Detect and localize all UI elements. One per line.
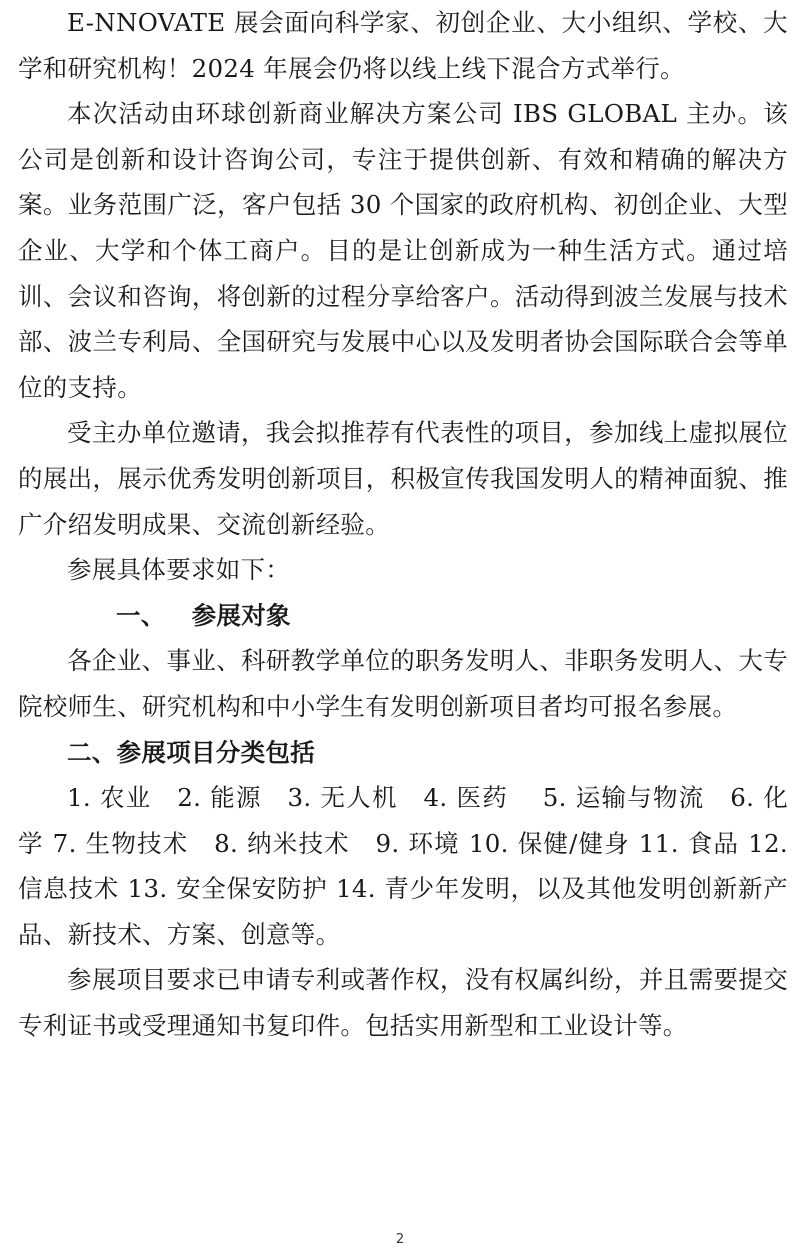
section-2-category-list: 1. 农业 2. 能源 3. 无人机 4. 医药 5. 运输与物流 6. 化学 7. 生物技术 8. 纳米技术 9. 环境 10. 保健/健身 11. 食品 12. 信息技术 13. 安全保安防护 14. 青少年发明，以及其他发明创新新产品、新技术、方案、创意等。 — [18, 783, 788, 949]
document-page — [18, 0, 788, 1049]
intro-paragraph: E-NNOVATE 展会面向科学家、初创企业、大小组织、学校、大学和研究机构！2024 年展会仍将以线上线下混合方式举行。 — [18, 8, 788, 83]
section-1-title: 参展对象 — [191, 600, 291, 630]
requirements-intro: 参展具体要求如下： — [67, 555, 291, 585]
invitation-paragraph: 受主办单位邀请，我会拟推荐有代表性的项目，参加线上虚拟展位的展出，展示优秀发明创新项目，积极宣传我国发明人的精神面貌、推广介绍发明成果、交流创新经验。 — [18, 418, 788, 539]
organizer-paragraph: 本次活动由环球创新商业解决方案公司 IBS GLOBAL 主办。该公司是创新和设计咨询公司，专注于提供创新、有效和精确的解决方案。业务范围广泛，客户包括 30 个国家的政府机构、初创企业、大型企业、大学和个体工商户。目的是让创新成为一种生活方式。通过培训、会议和咨询，将创新的过程分享给客户。活动得到波兰发展与技术部、波兰专利局、全国研究与发展中心以及发明者协会国际联合会等单位的支持。 — [18, 99, 788, 402]
section-2-requirement: 参展项目要求已申请专利或著作权，没有权属纠纷，并且需要提交专利证书或受理通知书复印件。包括实用新型和工业设计等。 — [18, 965, 788, 1041]
page-number: 2 — [395, 1232, 405, 1247]
section-1-heading — [18, 593, 788, 639]
section-1-number: 一、 — [116, 600, 166, 630]
section-2-heading: 二、参展项目分类包括 — [67, 737, 315, 767]
section-1-body: 各企业、事业、科研教学单位的职务发明人、非职务发明人、大专院校师生、研究机构和中小学生有发明创新项目者均可报名参展。 — [18, 646, 788, 721]
